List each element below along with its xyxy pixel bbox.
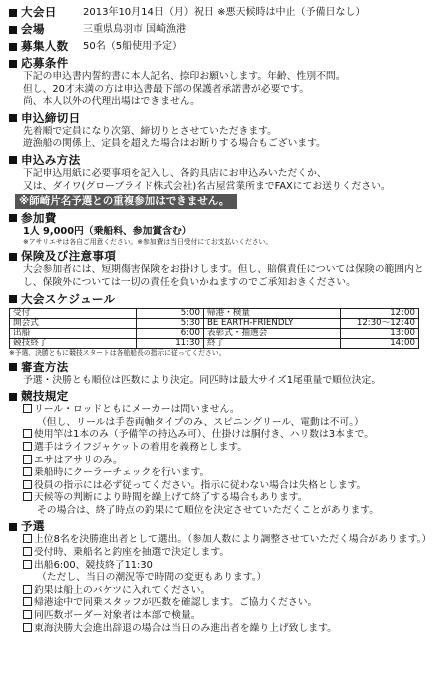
- list-item: 使用竿は1本のみ（予備竿の持込み可）、仕掛けは胴付き、ハリ数は3本まで。: [23, 429, 429, 442]
- body-line: 下記の申込書内誓約書に本人記名、捺印お願いします。年齢、性別不問。: [23, 71, 346, 82]
- checkbox-square-icon: [23, 560, 32, 569]
- body-line: 但し、20才未満の方は申込書最下部の保護者承諾書が必要です。: [23, 83, 309, 95]
- list-item: 受付時、乗船名と釣座を抽選で決定します。: [23, 547, 429, 560]
- table-row: [10, 318, 419, 328]
- bullet-square-icon: [9, 43, 17, 51]
- table-cell: BE EARTH-FRIENDLY: [204, 318, 341, 328]
- section-venue: [9, 22, 429, 37]
- checkbox-square-icon: [23, 585, 32, 594]
- capacity-value: 50名（5船使用予定）: [83, 41, 183, 52]
- section-title: 申込締切日: [21, 110, 81, 125]
- list-item: 東海決勝大会進出辞退の場合は当日のみ進出者を繰り上げ致します。: [23, 623, 429, 636]
- table-cell: 5:00: [137, 308, 204, 318]
- checkbox-square-icon: [23, 597, 32, 606]
- body-line: 予選・決勝とも順位は匹数により決定。同匹時は最大サイズ1尾重量で順位決定。: [23, 374, 382, 386]
- section-title: 参加費: [21, 210, 57, 225]
- table-row: [10, 308, 419, 318]
- fee-note: ※アサリエサは各自ご用意ください。※参加費は当日受付にてお支払いください。: [23, 238, 273, 247]
- duplicate-entry-warning-banner: ※師崎片名予選との重複参加はできません。: [15, 194, 237, 209]
- venue-value: 三重県鳥羽市 国崎漁港: [83, 24, 187, 35]
- section-insurance: [9, 249, 429, 289]
- checkbox-square-icon: [23, 429, 32, 438]
- checkbox-square-icon: [23, 547, 32, 556]
- body-line: 遊漁船の関係上、定員を超えた場合はお断りする場合もございます。: [23, 138, 326, 150]
- section-rules: [9, 389, 429, 517]
- section-title: 大会スケジュール: [21, 291, 116, 306]
- checkbox-square-icon: [23, 480, 32, 489]
- section-judging: [9, 360, 429, 388]
- table-cell: 競技終了: [10, 338, 137, 348]
- bullet-square-icon: [9, 156, 17, 164]
- section-deadline: [9, 111, 429, 151]
- checkbox-square-icon: [23, 442, 32, 451]
- section-title: 競技規定: [21, 389, 69, 404]
- section-title: 大会日: [21, 5, 57, 19]
- bullet-square-icon: [9, 295, 17, 303]
- event-date: 2013年10月14日（月）祝日 ※悪天候時は中止（予備日なし）: [83, 7, 366, 18]
- list-item: その場合は、終了時点の釣果にて順位を決定させていただくことがあります。: [37, 504, 380, 516]
- rules-list: [9, 404, 429, 517]
- bullet-square-icon: [9, 9, 17, 17]
- checkbox-square-icon: [23, 404, 32, 413]
- table-cell: 開会式: [10, 318, 137, 328]
- table-cell: 帰港・検量: [204, 308, 341, 318]
- bullet-square-icon: [9, 60, 17, 68]
- body-line: 先着順で定員になり次第、締切りとさせていただきます。: [23, 125, 277, 137]
- list-item: （ただし、当日の潮況等で時間の変更もあります。）: [37, 572, 267, 584]
- table-cell: 終了: [204, 338, 341, 348]
- table-cell: 12:30～12:40: [341, 318, 419, 328]
- table-cell: 出船: [10, 328, 137, 338]
- body-line: 又は、ダイワ(グローブライド株式会社)名古屋営業所までFAXにてお送りください。: [23, 180, 391, 192]
- section-capacity: [9, 39, 429, 54]
- table-cell: 5:30: [137, 318, 204, 328]
- bullet-square-icon: [9, 363, 17, 371]
- section-title: 保険及び注意事項: [21, 249, 117, 264]
- body-line: 尚、本人以外の代理出場はできません。: [23, 96, 200, 108]
- schedule-note: ※予選、決勝ともに競技スタートは各船船長の指示に従ってください。: [9, 348, 226, 357]
- bullet-square-icon: [9, 523, 17, 531]
- section-prelim: [9, 519, 432, 635]
- bullet-square-icon: [9, 114, 17, 122]
- list-item: 上位8名を決勝進出者として選出。（参加人数により調整させていただく場合があります。）: [23, 534, 429, 547]
- list-item: 乗船時にクーラーチェックを行います。: [23, 467, 429, 480]
- checkbox-square-icon: [23, 467, 32, 476]
- bullet-square-icon: [9, 214, 17, 222]
- list-item: 出船6:00、競技終了11:30: [23, 560, 429, 573]
- table-cell: 受付: [10, 308, 137, 318]
- body-line: 下記申込用紙に必要事項を記入し、各釣具店にお申込みいただくか、: [23, 167, 327, 179]
- schedule-table: [9, 308, 419, 349]
- checkbox-square-icon: [23, 610, 32, 619]
- table-row: [10, 338, 419, 348]
- table-cell: 6:00: [137, 328, 204, 338]
- section-conditions: [9, 56, 429, 109]
- section-title: 応募条件: [21, 56, 69, 70]
- table-row: [10, 328, 419, 338]
- list-item: 同匹数ボーダー対象者は本部で検量。: [23, 610, 429, 623]
- section-schedule: [9, 292, 429, 358]
- bullet-square-icon: [9, 26, 17, 34]
- table-cell: 13:00: [341, 328, 419, 338]
- section-title: 申込み方法: [21, 152, 81, 167]
- list-item: リール・ロッドともにメーカーは問いません。: [23, 404, 429, 417]
- table-cell: 11:30: [137, 338, 204, 348]
- section-how-to-apply: [9, 153, 429, 209]
- list-item: （但し、リールは手巻両軸タイプのみ、スピニングリール、電動は不可。）: [37, 416, 364, 428]
- event-info-page: [9, 5, 432, 637]
- section-title: 募集人数: [21, 39, 69, 53]
- fee-value: 1人 9,000円（乗船料、参加賞含む）: [23, 225, 192, 237]
- table-cell: 14:00: [341, 338, 419, 348]
- checkbox-square-icon: [23, 492, 32, 501]
- bullet-square-icon: [9, 393, 17, 401]
- list-item: エサはアサリのみ。: [23, 455, 429, 468]
- list-item: 天候等の判断により時間を繰上げて終了する場合もあります。: [23, 492, 429, 505]
- checkbox-square-icon: [23, 623, 32, 632]
- section-title: 審査方法: [21, 359, 69, 374]
- list-item: 釣果は船上のバケツに入れてください。: [23, 585, 429, 598]
- body-line: し、保険外については一切の責任を負いかねますのでご承知おきください。: [23, 276, 356, 288]
- checkbox-square-icon: [23, 534, 32, 543]
- list-item: 役員の指示には必ず従ってください。指示に従わない場合は失格とします。: [23, 480, 429, 493]
- prelim-list: [9, 534, 432, 635]
- table-cell: 表彰式・抽選会: [204, 328, 341, 338]
- checkbox-square-icon: [23, 455, 32, 464]
- section-date: [9, 5, 429, 20]
- bullet-square-icon: [9, 253, 17, 261]
- section-title: 会場: [21, 22, 45, 36]
- list-item: 選手はライフジャケットの着用を義務とします。: [23, 442, 429, 455]
- section-fee: [9, 211, 429, 248]
- table-cell: 12:00: [341, 308, 419, 318]
- list-item: 帰港途中で同乗スタッフが匹数を確認します。ご協力ください。: [23, 597, 429, 610]
- body-line: 大会参加者には、短期傷害保険をお掛けします。但し、賠償責任については保険の範囲内と: [23, 264, 424, 276]
- section-title: 予選: [21, 519, 45, 534]
